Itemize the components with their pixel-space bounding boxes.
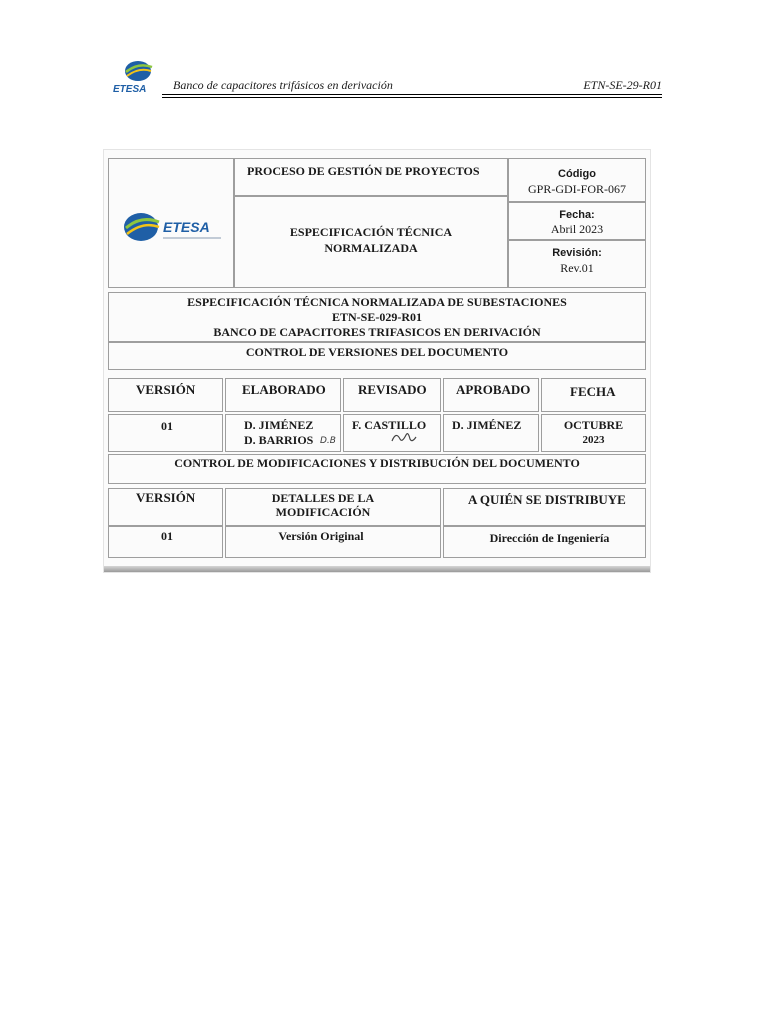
- fecha-label: Fecha:: [559, 209, 595, 221]
- versions-title: CONTROL DE VERSIONES DEL DOCUMENTO: [245, 345, 509, 359]
- header-label: VERSIÓN: [136, 382, 196, 397]
- versions-cell-revisado: [343, 414, 441, 452]
- header-label: ELABORADO: [242, 382, 326, 397]
- header-label: DETALLES DE LA: [271, 491, 375, 505]
- mods-cell-distribution: [443, 526, 646, 558]
- process-title: PROCESO DE GESTIÓN DE PROYECTOS: [247, 164, 480, 178]
- svg-text:ETESA: ETESA: [163, 219, 210, 235]
- signature-icon: [390, 429, 418, 447]
- spec-title-cell: [234, 196, 508, 288]
- header-label: VERSIÓN: [136, 490, 196, 505]
- spec-title-line-1: ESPECIFICACIÓN TÉCNICA: [289, 225, 453, 239]
- header-rule: [162, 94, 662, 95]
- spec-title-line-2: NORMALIZADA: [324, 241, 418, 255]
- modifications-title-cell: [108, 454, 646, 484]
- revision-label: Revisión:: [552, 247, 602, 259]
- scan-shadow: [104, 566, 650, 572]
- versions-header-fecha: [541, 378, 646, 412]
- signature-initials: D.B: [320, 436, 336, 446]
- header-label: FECHA: [570, 384, 616, 399]
- versions-header-revisado: [343, 378, 441, 412]
- versions-title-cell: [108, 342, 646, 370]
- cell-text: OCTUBRE: [563, 418, 624, 432]
- header-label: APROBADO: [456, 382, 531, 397]
- document-title-cell: [108, 292, 646, 342]
- header-code: ETN-SE-29-R01: [583, 78, 662, 92]
- fecha-cell: [508, 202, 646, 240]
- document-title-line-1: ESPECIFICACIÓN TÉCNICA NORMALIZADA DE SUBESTACIONES: [187, 295, 567, 309]
- versions-cell-elaborado: [225, 414, 341, 452]
- etesa-logo-icon: [112, 58, 164, 96]
- page-header: [112, 56, 662, 98]
- header-title: Banco de capacitores trifásicos en derivación: [173, 78, 393, 92]
- codigo-value: GPR-GDI-FOR-067: [527, 182, 626, 196]
- cell-text: 01: [161, 419, 173, 433]
- cell-text: D. JIMÉNEZ: [244, 418, 314, 432]
- versions-header-aprobado: [443, 378, 539, 412]
- cell-text: Versión Original: [278, 529, 364, 543]
- versions-cell-version: [108, 414, 223, 452]
- mods-cell-details: [225, 526, 441, 558]
- header-label: A QUIÉN SE DISTRIBUYE: [468, 492, 626, 507]
- fecha-value: Abril 2023: [550, 222, 604, 236]
- codigo-cell: [508, 158, 646, 202]
- codigo-label: Código: [558, 168, 596, 180]
- scanned-form: [104, 150, 650, 572]
- cell-text: Dirección de Ingeniería: [489, 531, 610, 545]
- versions-header-elaborado: [225, 378, 341, 412]
- mods-header-distribution: [443, 488, 646, 526]
- header-label: REVISADO: [358, 382, 427, 397]
- versions-header-version: [108, 378, 223, 412]
- document-title-line-3: BANCO DE CAPACITORES TRIFASICOS EN DERIVACIÓN: [213, 325, 541, 339]
- versions-cell-aprobado: [443, 414, 539, 452]
- cell-text: 2023: [582, 434, 605, 446]
- cell-text: F. CASTILLO: [352, 418, 427, 432]
- header-rule: [162, 97, 662, 98]
- cell-text: 01: [161, 529, 173, 543]
- form-logo-cell: [108, 158, 234, 288]
- process-cell: [234, 158, 508, 196]
- cell-text: D. BARRIOS: [244, 433, 314, 447]
- revision-value: Rev.01: [560, 261, 594, 275]
- revision-cell: [508, 240, 646, 288]
- etesa-logo-icon: [121, 207, 225, 249]
- versions-cell-fecha: [541, 414, 646, 452]
- svg-text:ETESA: ETESA: [113, 84, 147, 95]
- mods-header-details: [225, 488, 441, 526]
- document-code: ETN-SE-029-R01: [331, 310, 422, 324]
- modifications-title: CONTROL DE MODIFICACIONES Y DISTRIBUCIÓN DEL DOCUMENTO: [174, 456, 580, 470]
- header-label: MODIFICACIÓN: [275, 505, 371, 519]
- cell-text: D. JIMÉNEZ: [452, 418, 522, 432]
